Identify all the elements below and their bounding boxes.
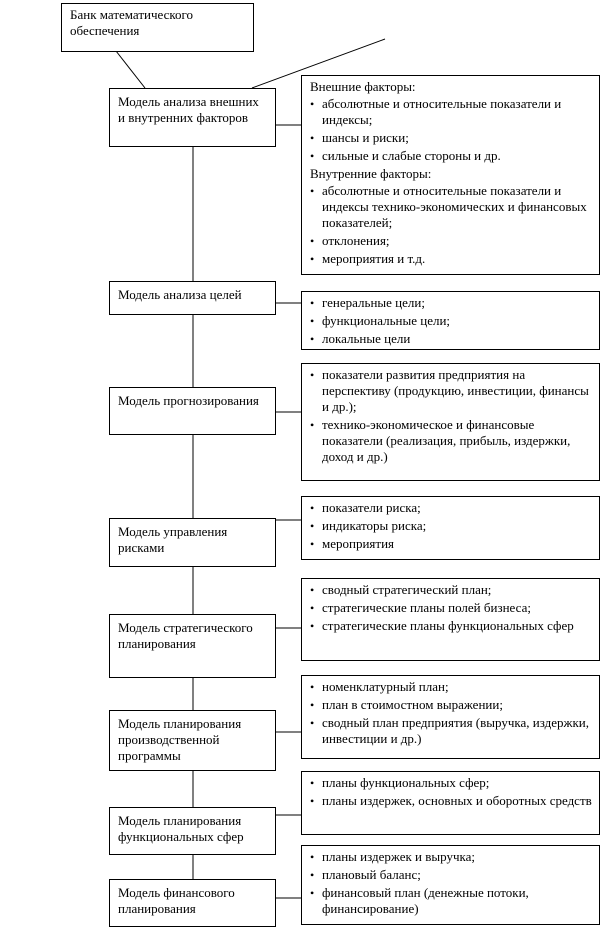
list-item: • план в стоимостном выражении; — [310, 697, 593, 713]
bank-label: Банк математического обеспечения — [70, 7, 194, 38]
list-item: • мероприятия — [310, 536, 593, 552]
model-label: Модель планирования производственной программы — [118, 716, 242, 763]
model-box-forecasting — [109, 387, 276, 435]
functional-list — [310, 775, 593, 809]
detail-box-financial — [301, 845, 600, 925]
list-item: • планы издержек, основных и оборотных средств — [310, 793, 593, 809]
list-item: • абсолютные и относительные показатели и индексы технико-экономических и финансовых показателей; — [310, 183, 593, 231]
external-factors-list — [310, 96, 593, 164]
bank-box — [61, 3, 254, 52]
list-item: • абсолютные и относительные показатели и индексы; — [310, 96, 593, 128]
list-item: • плановый баланс; — [310, 867, 593, 883]
external-factors-heading: Внешние факторы: — [310, 79, 416, 94]
detail-box-forecasting — [301, 363, 600, 481]
model-box-strategic — [109, 614, 276, 678]
model-box-production — [109, 710, 276, 771]
production-list — [310, 679, 593, 747]
list-item: • планы издержек и выручка; — [310, 849, 593, 865]
detail-box-strategic — [301, 578, 600, 661]
list-item: • генеральные цели; — [310, 295, 593, 311]
list-item: • планы функциональных сфер; — [310, 775, 593, 791]
goals-list — [310, 295, 593, 347]
detail-box-production — [301, 675, 600, 759]
model-box-risk — [109, 518, 276, 567]
strategic-list — [310, 582, 593, 634]
list-item: • локальные цели — [310, 331, 593, 347]
detail-box-goals — [301, 291, 600, 350]
internal-factors-list — [310, 183, 593, 267]
connector-bank-to-model — [116, 51, 145, 88]
model-box-functional — [109, 807, 276, 855]
model-label: Модель анализа внешних и внутренних факторов — [118, 94, 259, 125]
list-item: • сводный стратегический план; — [310, 582, 593, 598]
list-item: • сводный план предприятия (выручка, издержки, инвестиции и др.) — [310, 715, 593, 747]
internal-factors-heading: Внутренние факторы: — [310, 166, 432, 181]
forecasting-list — [310, 367, 593, 465]
model-label: Модель финансового планирования — [118, 885, 235, 916]
list-item: • финансовый план (денежные потоки, финансирование) — [310, 885, 593, 917]
list-item: • показатели риска; — [310, 500, 593, 516]
list-item: • индикаторы риска; — [310, 518, 593, 534]
list-item: • шансы и риски; — [310, 130, 593, 146]
detail-box-risk — [301, 496, 600, 560]
list-item: • сильные и слабые стороны и др. — [310, 148, 593, 164]
list-item: • функциональные цели; — [310, 313, 593, 329]
detail-box-external-internal — [301, 75, 600, 275]
list-item: • технико-экономическое и финансовые показатели (реализация, прибыль, издержки, доход и др.) — [310, 417, 593, 465]
list-item: • стратегические планы полей бизнеса; — [310, 600, 593, 616]
model-box-goals — [109, 281, 276, 315]
list-item: • показатели развития предприятия на перспективу (продукцию, инвестиции, финансы и др.); — [310, 367, 593, 415]
model-label: Модель планирования функциональных сфер — [118, 813, 244, 844]
risk-list — [310, 500, 593, 552]
model-label: Модель анализа целей — [118, 287, 242, 302]
list-item: • отклонения; — [310, 233, 593, 249]
model-label: Модель прогнозирования — [118, 393, 259, 408]
list-item: • стратегические планы функциональных сфер — [310, 618, 593, 634]
detail-box-functional — [301, 771, 600, 835]
list-item: • номенклатурный план; — [310, 679, 593, 695]
model-label: Модель стратегического планирования — [118, 620, 253, 651]
model-box-external-internal — [109, 88, 276, 147]
model-label: Модель управления рисками — [118, 524, 228, 555]
financial-list — [310, 849, 593, 917]
list-item: • мероприятия и т.д. — [310, 251, 593, 267]
model-box-financial — [109, 879, 276, 927]
